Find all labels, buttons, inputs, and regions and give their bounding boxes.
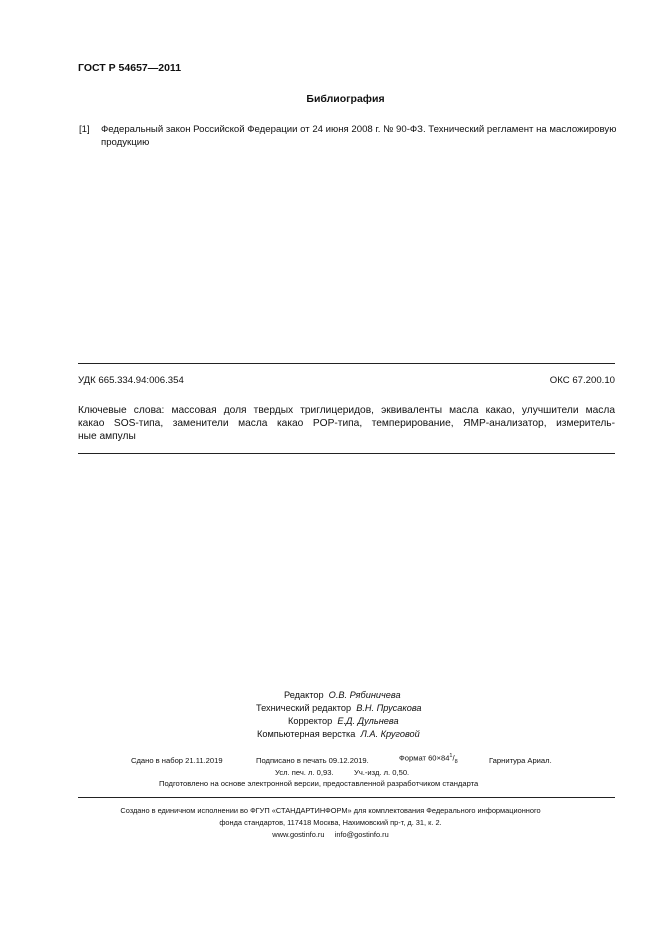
footer-line: фонда стандартов, 117418 Москва, Нахимовский пр-т, д. 31, к. 2. — [219, 818, 442, 827]
udk-code: УДК 665.334.94:006.354 — [78, 375, 184, 386]
credit-name: Е.Д. Дульнева — [337, 716, 399, 726]
credit-label: Редактор — [284, 690, 324, 700]
credit-name: Л.А. Круговой — [360, 729, 420, 739]
divider-footer — [78, 797, 615, 798]
credit-corrector — [288, 715, 399, 727]
divider-top — [78, 363, 615, 364]
publisher-footer — [0, 805, 661, 841]
imprint-signed: Подписано в печать 09.12.2019. — [256, 756, 369, 765]
credit-editor — [284, 689, 401, 701]
credit-tech-editor — [256, 702, 422, 714]
imprint-print-sheets: Усл. печ. л. 0,93. — [275, 768, 334, 777]
oks-code: ОКС 67.200.10 — [549, 375, 615, 386]
footer-contacts — [0, 829, 661, 841]
keywords — [78, 404, 615, 443]
credit-label: Корректор — [288, 716, 333, 726]
imprint-format-denominator: 8 — [454, 759, 458, 766]
reference-number: [1] — [79, 124, 90, 135]
footer-email-link[interactable]: info@gostinfo.ru — [334, 830, 389, 839]
credit-layout — [257, 728, 420, 740]
standard-number: ГОСТ Р 54657—2011 — [78, 62, 182, 74]
keywords-line: Ключевые слова: массовая доля твердых триглицеридов, эквиваленты масла какао, улучшители масла — [78, 405, 615, 416]
bibliography-title: Библиография — [306, 93, 385, 105]
keywords-line: какао SOS-типа, заменители масла какао POP-типа, темперирование, ЯМР-анализатор, измеритель- — [78, 418, 615, 429]
divider-keywords — [78, 453, 615, 454]
footer-site-link[interactable]: www.gostinfo.ru — [272, 830, 325, 839]
reference-text: Федеральный закон Российской Федерации от 24 июня 2008 г. № 90-ФЗ. Технический регламент на масложировую продукцию — [101, 124, 617, 148]
credit-label: Технический редактор — [256, 703, 352, 713]
footer-line: Создано в единичном исполнении во ФГУП «СТАНДАРТИНФОРМ» для комплектования Федерального информационного — [120, 806, 541, 815]
imprint-prepared: Подготовлено на основе электронной версии, предоставленной разработчиком стандарта — [159, 779, 479, 788]
credit-name: В.Н. Прусакова — [356, 703, 422, 713]
credit-name: О.В. Рябиничева — [328, 690, 401, 700]
imprint-format-numerator: 1 — [449, 753, 453, 759]
imprint-format: Формат $60\times 84^1/_8$ — [399, 753, 458, 766]
keywords-line: ные ампулы — [78, 431, 136, 442]
imprint-format-label: Формат 60×84 — [399, 753, 450, 763]
imprint-pub-sheets: Уч.-изд. л. 0,50. — [354, 768, 410, 777]
imprint-font: Гарнитура Ариал. — [489, 756, 552, 765]
credit-label: Компьютерная верстка — [257, 729, 356, 739]
imprint-typeset: Сдано в набор 21.11.2019 — [131, 756, 223, 765]
